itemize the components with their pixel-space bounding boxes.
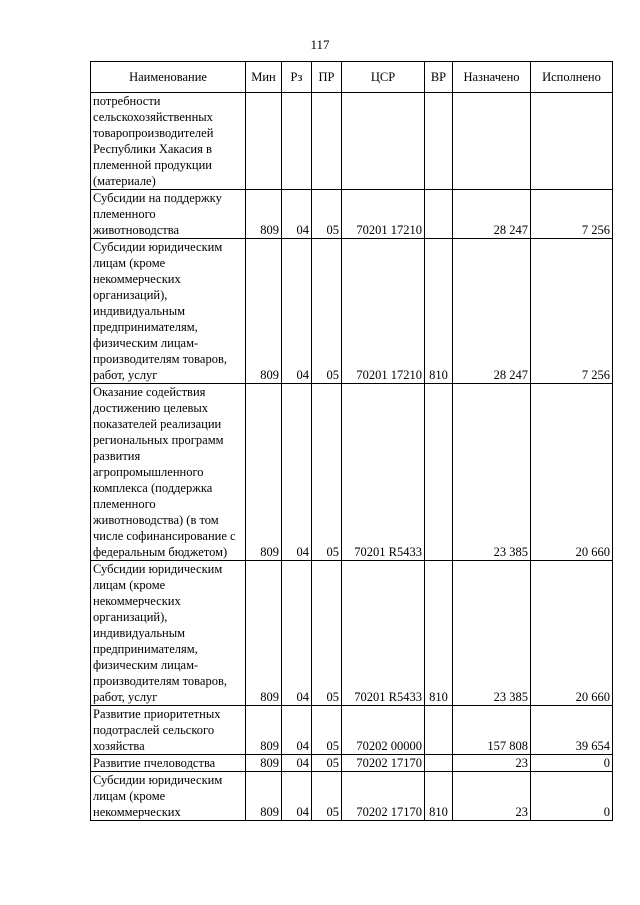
cell-pr: 05 bbox=[312, 755, 342, 772]
cell-pr: 05 bbox=[312, 239, 342, 384]
cell-naznacheno: 23 bbox=[453, 772, 531, 821]
cell-naznacheno: 157 808 bbox=[453, 706, 531, 755]
cell-ispolneno: 7 256 bbox=[531, 190, 613, 239]
table-row bbox=[91, 190, 613, 239]
cell-naznacheno: 23 385 bbox=[453, 384, 531, 561]
cell-name: Субсидии юридическим лицам (кроме некоммерческих организаций), индивидуальным предпринимателям, физическим лицам-производителям товаров, работ, услуг bbox=[91, 239, 246, 384]
cell-name: Субсидии юридическим лицам (кроме некоммерческих организаций), индивидуальным предпринимателям, физическим лицам-производителям товаров, работ, услуг bbox=[91, 561, 246, 706]
cell-name: Субсидии юридическим лицам (кроме некоммерческих bbox=[91, 772, 246, 821]
cell-min bbox=[246, 93, 282, 190]
table-header-row bbox=[91, 62, 613, 93]
cell-csr: 70202 17170 bbox=[342, 772, 425, 821]
cell-pr: 05 bbox=[312, 384, 342, 561]
header-ispolneno: Исполнено bbox=[531, 62, 613, 93]
cell-rz: 04 bbox=[282, 190, 312, 239]
cell-ispolneno: 39 654 bbox=[531, 706, 613, 755]
cell-name: Субсидии на поддержку племенного животноводства bbox=[91, 190, 246, 239]
cell-naznacheno: 28 247 bbox=[453, 239, 531, 384]
cell-name: Развитие пчеловодства bbox=[91, 755, 246, 772]
header-vr: ВР bbox=[425, 62, 453, 93]
cell-name: Оказание содействия достижению целевых показателей реализации региональных программ развития агропромышленного комплекса (поддержка племенного животноводства) (в том числе софинансирование с федеральным бюджетом) bbox=[91, 384, 246, 561]
cell-ispolneno bbox=[531, 93, 613, 190]
cell-min: 809 bbox=[246, 384, 282, 561]
cell-csr: 70201 17210 bbox=[342, 239, 425, 384]
cell-rz: 04 bbox=[282, 706, 312, 755]
cell-pr: 05 bbox=[312, 190, 342, 239]
cell-rz: 04 bbox=[282, 384, 312, 561]
budget-table bbox=[90, 61, 613, 821]
cell-naznacheno: 28 247 bbox=[453, 190, 531, 239]
cell-pr bbox=[312, 93, 342, 190]
table-row bbox=[91, 384, 613, 561]
cell-pr: 05 bbox=[312, 706, 342, 755]
cell-name: потребности сельскохозяйственных товаропроизводителей Республики Хакасия в племенной продукции (материале) bbox=[91, 93, 246, 190]
table-row bbox=[91, 706, 613, 755]
table-row bbox=[91, 772, 613, 821]
cell-min: 809 bbox=[246, 755, 282, 772]
cell-ispolneno: 20 660 bbox=[531, 384, 613, 561]
header-csr: ЦСР bbox=[342, 62, 425, 93]
cell-vr bbox=[425, 706, 453, 755]
cell-min: 809 bbox=[246, 190, 282, 239]
cell-ispolneno: 20 660 bbox=[531, 561, 613, 706]
cell-csr: 70201 17210 bbox=[342, 190, 425, 239]
header-min: Мин bbox=[246, 62, 282, 93]
cell-pr: 05 bbox=[312, 772, 342, 821]
cell-csr: 70202 00000 bbox=[342, 706, 425, 755]
cell-ispolneno: 0 bbox=[531, 755, 613, 772]
cell-rz bbox=[282, 93, 312, 190]
table-row bbox=[91, 561, 613, 706]
cell-vr: 810 bbox=[425, 772, 453, 821]
cell-ispolneno: 0 bbox=[531, 772, 613, 821]
cell-min: 809 bbox=[246, 239, 282, 384]
header-name: Наименование bbox=[91, 62, 246, 93]
cell-vr bbox=[425, 93, 453, 190]
cell-naznacheno bbox=[453, 93, 531, 190]
cell-naznacheno: 23 385 bbox=[453, 561, 531, 706]
cell-pr: 05 bbox=[312, 561, 342, 706]
table-row bbox=[91, 239, 613, 384]
header-naznacheno: Назначено bbox=[453, 62, 531, 93]
page-number: 117 bbox=[310, 37, 330, 52]
cell-name: Развитие приоритетных подотраслей сельского хозяйства bbox=[91, 706, 246, 755]
cell-vr bbox=[425, 190, 453, 239]
cell-naznacheno: 23 bbox=[453, 755, 531, 772]
cell-ispolneno: 7 256 bbox=[531, 239, 613, 384]
cell-min: 809 bbox=[246, 772, 282, 821]
cell-vr: 810 bbox=[425, 239, 453, 384]
cell-rz: 04 bbox=[282, 755, 312, 772]
cell-min: 809 bbox=[246, 561, 282, 706]
cell-csr: 70201 R5433 bbox=[342, 384, 425, 561]
cell-rz: 04 bbox=[282, 561, 312, 706]
cell-vr: 810 bbox=[425, 561, 453, 706]
cell-min: 809 bbox=[246, 706, 282, 755]
cell-vr bbox=[425, 384, 453, 561]
cell-csr: 70202 17170 bbox=[342, 755, 425, 772]
table-row bbox=[91, 93, 613, 190]
cell-vr bbox=[425, 755, 453, 772]
table-row bbox=[91, 755, 613, 772]
cell-rz: 04 bbox=[282, 772, 312, 821]
header-rz: Рз bbox=[282, 62, 312, 93]
header-pr: ПР bbox=[312, 62, 342, 93]
cell-csr bbox=[342, 93, 425, 190]
cell-rz: 04 bbox=[282, 239, 312, 384]
cell-csr: 70201 R5433 bbox=[342, 561, 425, 706]
